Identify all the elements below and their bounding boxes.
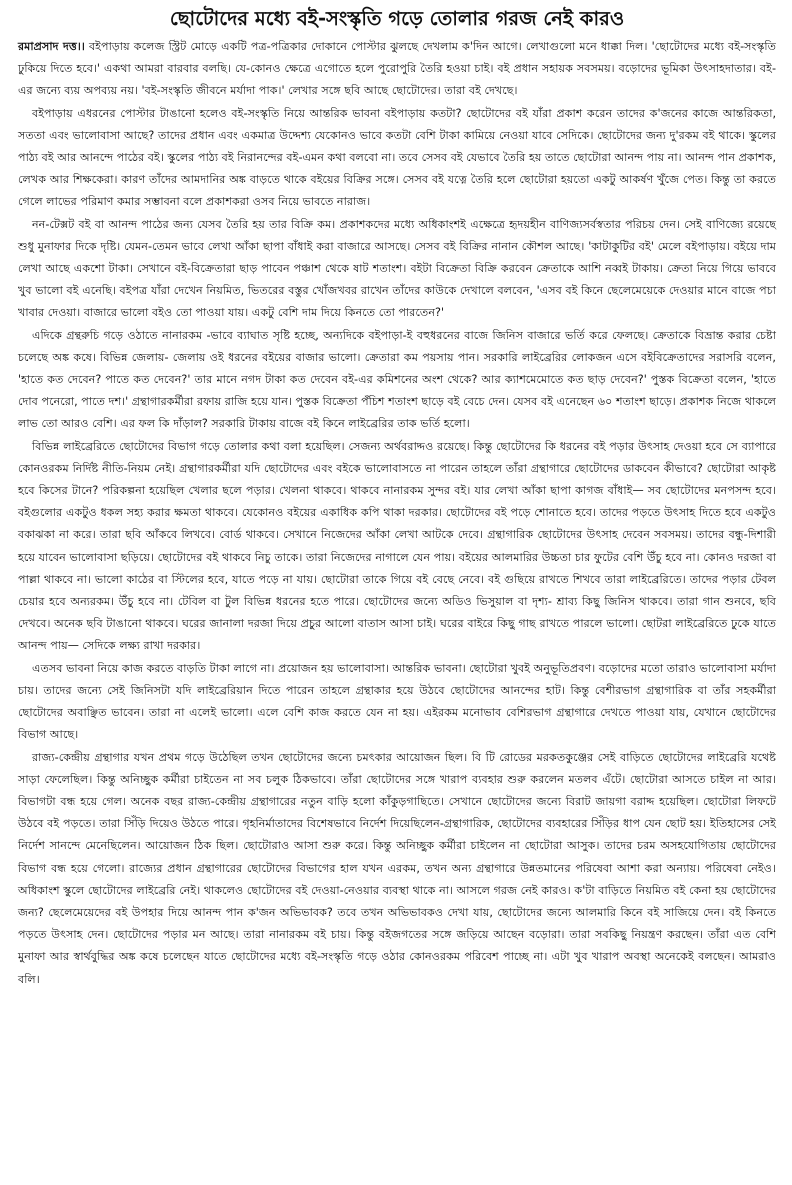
article-paragraph-3: নন-টেক্সট বই বা আনন্দ পাঠের জন্য যেসব তৈরি হয় তার বিক্রি কম। প্রকাশকদের মধ্যে অধিকাংশই এক্ষেত্রে হৃদয়হীন বাণিজ্যসর্বস্বতার পরিচয় দেন। সেই বাণিজ্যে রয়েছে শুধু মুনাফার দিকে দৃষ্টি। যেমন-তেমন ভাবে লেখা আঁকা ছাপা বাঁধাই করা বাজারে আসছে। সেসব বই বিক্রির নানান কৌশল আছে। 'কাটাকুটির বই' মেলে বইপাড়ায়। বইয়ে দাম লেখা আছে একশো টাকা। সেখানে বই-বিক্রেতারা ছাড় পাবেন পঞ্চাশ থেকে ষাট শতাংশ। বইটা বিক্রেতা বিক্রি করবেন ক্রেতাকে আশি নব্বই টাকায়। ক্রেতা নিয়ে গিয়ে ভাববে খুব ভালো বই এনেছি। বইপত্র যাঁরা দেখেন নিয়মিত, ভিতরের বস্তুর খোঁজখবর রাখেন তাঁদের কাউকে দেখালে বলবেন, 'এসব বই কিনে ছেলেমেয়েকে দেওয়ার মানে বাজে পচা খাবার দেওয়া। বাজারে ভালো বইও তো পাওয়া যায়। একটু বেশি দাম দিয়ে কিনতে তো পারতেন?' bbox=[18, 217, 776, 320]
article-paragraph-1 bbox=[18, 36, 776, 103]
article-paragraph-7: রাজ্য-কেন্দ্রীয় গ্রন্থাগার যখন প্রথম গড়ে উঠেছিল তখন ছোটোদের জন্যে চমৎকার আয়োজন ছিল। বি টি রোডের মরকতকুঞ্জের সেই বাড়িতে ছোটোদের লাইব্রেরি যথেষ্ট সাড়া ফেলেছিল। কিন্তু অনিচ্ছুক কর্মীরা চাইতেন না সব চলুক ঠিকভাবে। তাঁরা ছোটোদের সঙ্গে খারাপ ব্যবহার শুরু করলেন মতলব এঁটে। ছোটোরা আসতে চাইল না আর। বিভাগটা বন্ধ হয়ে গেল। অনেক বছর রাজ্য-কেন্দ্রীয় গ্রন্থাগারের নতুন বাড়ি হলো কাঁকুড়গাছিতে। সেখানে ছোটোদের জন্যে বিরাট জায়গা বরাদ্দ হয়েছিল। ছোটোরা লিফটে উঠবে বই পড়তে। তারা সিঁড়ি দিয়েও উঠতে পারে। গৃহনির্মাতাদের বিশেষভাবে নির্দেশ দিয়েছিলেন-গ্রন্থাগারিক, ছোটোদের ব্যবহারের সিঁড়ির ধাপ যেন ছোট হয়। ইতিহাসের সেই নির্দেশ সানন্দে মেনেছিলেন। আয়োজন ঠিক ছিল। ছোটোরাও আসা শুরু করে। কিন্তু অনিচ্ছুক কর্মীরা চাইলেন না ছোটোরা আসুক। তাদের চরম অসহযোগিতায় ছোটোদের বিভাগ বন্ধ হয়ে গেলো। রাজ্যের প্রধান গ্রন্থাগারের ছোটোদের বিভাগের হাল যখন এরকম, তখন অন্য গ্রন্থাগারে উন্নতমানের পরিষেবা আশা করা অন্যায়। পরিষেবা নেইও। অধিকাংশ স্কুলে ছোটোদের লাইব্রেরি নেই। থাকলেও ছোটোদের বই দেওয়া-নেওয়ার ব্যবস্থা থাকে না। আসলে গরজ নেই কারও। ক'টা বাড়িতে নিয়মিত বই কেনা হয় ছোটোদের জন্য? ছেলেমেয়েদের বই উপহার দিয়ে আনন্দ পান ক'জন অভিভাবক? তবে তখন অভিভাবকও দেখা যায়, ছোটোদের জন্যে আলমারি কিনে বই সাজিয়ে দেন। বই কিনতে পড়তে উৎসাহ দেন। ছোটোদের পড়ার মন আছে। তারা নানারকম বই চায়। কিন্তু বইজগতের সঙ্গে জড়িয়ে আছেন বড়োরা। তারা সবকিছু নিয়ন্ত্রণ করছেন। তাঁরা এত বেশি মুনাফা আর স্বার্থবুদ্ধির অঙ্ক কষে চলেছেন যাতে ছোটোদের মধ্যে বই-সংস্কৃতি গড়ে ওঠার কোনওরকম পরিবেশ পাচ্ছে না। এটা খুব খারাপ অবস্থা অনেকেই বলছেন। আমরাও বলি। bbox=[18, 750, 776, 986]
article-headline: ছোটোদের মধ্যে বই-সংস্কৃতি গড়ে তোলার গরজ নেই কারও bbox=[169, 7, 625, 30]
article-paragraph-4: এদিকে গ্রন্থরুচি গড়ে ওঠাতে নানারকম -ভাবে ব্যাঘাত সৃষ্টি হচ্ছে, অন্যদিকে বইপাড়া-ই বহুধরনের বাজে জিনিস বাজারে ভর্তি করে ফেলছে। ক্রেতাকে বিভ্রান্ত করার চেষ্টা চলেছে অঙ্ক কষে। বিভিন্ন জেলায়- জেলায় ওই ধরনের বইয়ের বাজার ভালো। ক্রেতারা কম পয়সায় পান। সরকারি লাইব্রেরির লোকজন এসে বইবিক্রেতাদের সরাসরি বলেন, 'হাতে কত দেবেন? পাতে কত দেবেন?' তার মানে নগদ টাকা কত দেবেন বই-এর কমিশনের অংশ থেকে? আর ক্যাশমেমোতে কত ছাড় দেবেন?' পুস্তক বিক্রেতা বলেন, 'হাতে দোব পনেরো, পাতে দশ।' গ্রন্থাগারকর্মীরা রফায় রাজি হয়ে যান। পুস্তক বিক্রেতা পঁচিশ শতাংশ ছাড়ে বই বেচে দেন। যেসব বই এনেছেন ৬০ শতাংশ ছাড়ে। প্রকাশক নিজে থাকলে লাভ তো আরও বেশি। এর ফল কি দাঁড়াল? সরকারি টাকায় বাজে বই কিনে লাইব্রেরির তাক ভর্তি হলো। bbox=[18, 328, 776, 431]
article-paragraph-5: বিভিন্ন লাইব্রেরিতে ছোটোদের বিভাগ গড়ে তোলার কথা বলা হয়েছিল। সেজন্য অর্থবরাদ্দও রয়েছে। কিন্তু ছোটোদের কি ধরনের বই পড়ার উৎসাহ দেওয়া হবে সে ব্যাপারে কোনওরকম নির্দিষ্ট নীতি-নিয়ম নেই। গ্রন্থাগারকর্মীরা যদি ছোটোদের এবং বইকে ভালোবাসতে না পারেন তাহলে তাঁরা গ্রন্থাগারে ছোটোদের ডাকবেন কীভাবে? ছোটোরা আকৃষ্ট হবে কিসের টানে? পরিকল্পনা হয়েছিল খেলার ছলে পড়ার। খেলনা থাকবে। থাকবে নানারকম সুন্দর বই। যার লেখা আঁকা ছাপা কাগজ বাঁধাই— সব ছোটোদের মনপসন্দ হবে। বইগুলোর একটুও ধকল সহ্য করার ক্ষমতা থাকবে। যেকোনও বইয়ের একাধিক কপি থাকা দরকার। ছোটোদের বই পড়ে শোনাতে হবে। তাদের পড়তে উৎসাহ দিতে হবে একটুও বকাঝকা না করে। তারা ছবি আঁকবে লিখবে। বোর্ড থাকবে। সেখানে নিজেদের আঁকা লেখা আটকে দেবে। গ্রন্থাগারিক ছোটোদের উৎসাহ দেবেন সবসময়। তাদের বন্ধু-দিশারী হয়ে যাবেন ভালোবাসা ছড়িয়ে। ছোটোদের বই থাকবে নিচু তাকে। তারা নিজেদের নাগালে যেন পায়। বইয়ের আলমারির উচ্চতা চার ফুটের বেশি উঁচু হবে না। কোনও দরজা বা পাল্লা থাকবে না। ভালো কাঠের বা স্টিলের হবে, যাতে পড়ে না যায়। ছোটোরা তাকে গিয়ে বই বেছে নেবে। বই গুছিয়ে রাখতে শিখবে তারা লাইব্রেরিতে। তাদের পড়ার টেবল চেয়ার হবে অন্যরকম। উঁচু হবে না। টেবিল বা টুল বিভিন্ন ধরনের হতে পারে। ছোটোদের জন্যে অডিও ভিসুয়াল বা দৃশ্য- শ্রাব্য কিছু জিনিস থাকবে। তারা গান শুনবে, ছবি দেখবে। অনেক ছবি টাঙানো থাকবে। ঘরের জানালা দরজা দিয়ে প্রচুর আলো বাতাস আসা চাই। ঘরের বাইরে কিছু গাছ রাখতে পারলে ভালো। ছোটরা লাইব্রেরিতে ঢুকে যাতে আনন্দ পায়— সেদিকে লক্ষ্য রাখা দরকার। bbox=[18, 439, 776, 653]
article-body bbox=[18, 36, 776, 991]
article-paragraph-6: এতসব ভাবনা নিয়ে কাজ করতে বাড়তি টাকা লাগে না। প্রয়োজন হয় ভালোবাসা। আন্তরিক ভাবনা। ছোটোরা খুবই অনুভূতিপ্রবণ। বড়োদের মতো তারাও ভালোবাসা মর্যাদা চায়। তাদের জন্যে সেই জিনিসটা যদি লাইব্রেরিয়ান দিতে পারেন তাহলে গ্রন্থাকার হয়ে উঠবে ছোটোদের আনন্দের হাট। কিন্তু বেশীরভাগ গ্রন্থাগারিক বা তাঁর সহকর্মীরা ছোটোদের অবাঞ্ছিত ভাবেন। তারা না এলেই ভালো। এলে বেশি কাজ করতে যেন না হয়। এইরকম মনোভাব বেশিরভাগ গ্রন্থাগারে দেখতে পাওয়া যায়, যেখানে ছোটোদের বিভাগ আছে। bbox=[18, 661, 776, 742]
paragraph-text: বইপাড়ায় কলেজ স্ট্রিট মোড়ে একটি পত্র-পত্রিকার দোকানে পোস্টার ঝুলছে দেখলাম ক'দিন আগে। লেখাগুলো মনে ধাক্কা দিল। 'ছোটোদের মধ্যে বই-সংস্কৃতি ঢুকিয়ে দিতে হবে।' একথা আমরা বারবার বলছি। যে-কোনও ক্ষেত্রে এগোতে হলে পুরোপুরি তৈরি হওয়া চাই। বই প্রধান সহায়ক সবসময়। বড়োদের ভূমিকা উৎসাহদাতার। বই-এর জন্যে ব্যয় অপব্যয় নয়। 'বই-সংস্কৃতি জীবনে মর্যাদা পাক।' লেখার সঙ্গে ছবি আছে ছোটোদের। তারা বই দেখছে। bbox=[18, 40, 777, 98]
article-paragraph-2: বইপাড়ায় এধরনের পোস্টার টাঙানো হলেও বই-সংস্কৃতি নিয়ে আন্তরিক ভাবনা বইপাড়ায় কতটা? ছোটোদের বই যাঁরা প্রকাশ করেন তাদের ক'জনের কাজে আন্তরিকতা, সততা এবং ভালোবাসা আছে? তাদের প্রধান এবং একমাত্র উদ্দেশ্য যেকোনও ভাবে কতটা বেশি টাকা কামিয়ে নেওয়া যাবে সেদিকে। ছোটোদের জন্য দু'রকম বই থাকে। স্কুলের পাঠ্য বই আর আনন্দে পাঠের বই। স্কুলের পাঠ্য বই নিরানন্দের বই-এমন কথা বলবো না। তবে সেসব বই যেভাবে তৈরি হয় তাতে ছোটোরা আনন্দ পায় না। আনন্দ পান প্রকাশক, লেখক আর শিক্ষকেরা। কারণ তাঁদের আমদানির অঙ্ক বাড়তে থাকে বইয়ের বিক্রির সঙ্গে। সেসব বই যত্নে তৈরি হলে ছোটোরা হয়তো একটু আকর্ষণ খুঁজে পেত। কিন্তু তা করতে গেলে লাভের পরিমাণ কমার সম্ভাবনা বলে প্রকাশকরা ওসব নিয়ে ভাবতে নারাজ। bbox=[18, 106, 776, 209]
author-byline: রমাপ্রসাদ দত্ত।। bbox=[18, 40, 85, 53]
